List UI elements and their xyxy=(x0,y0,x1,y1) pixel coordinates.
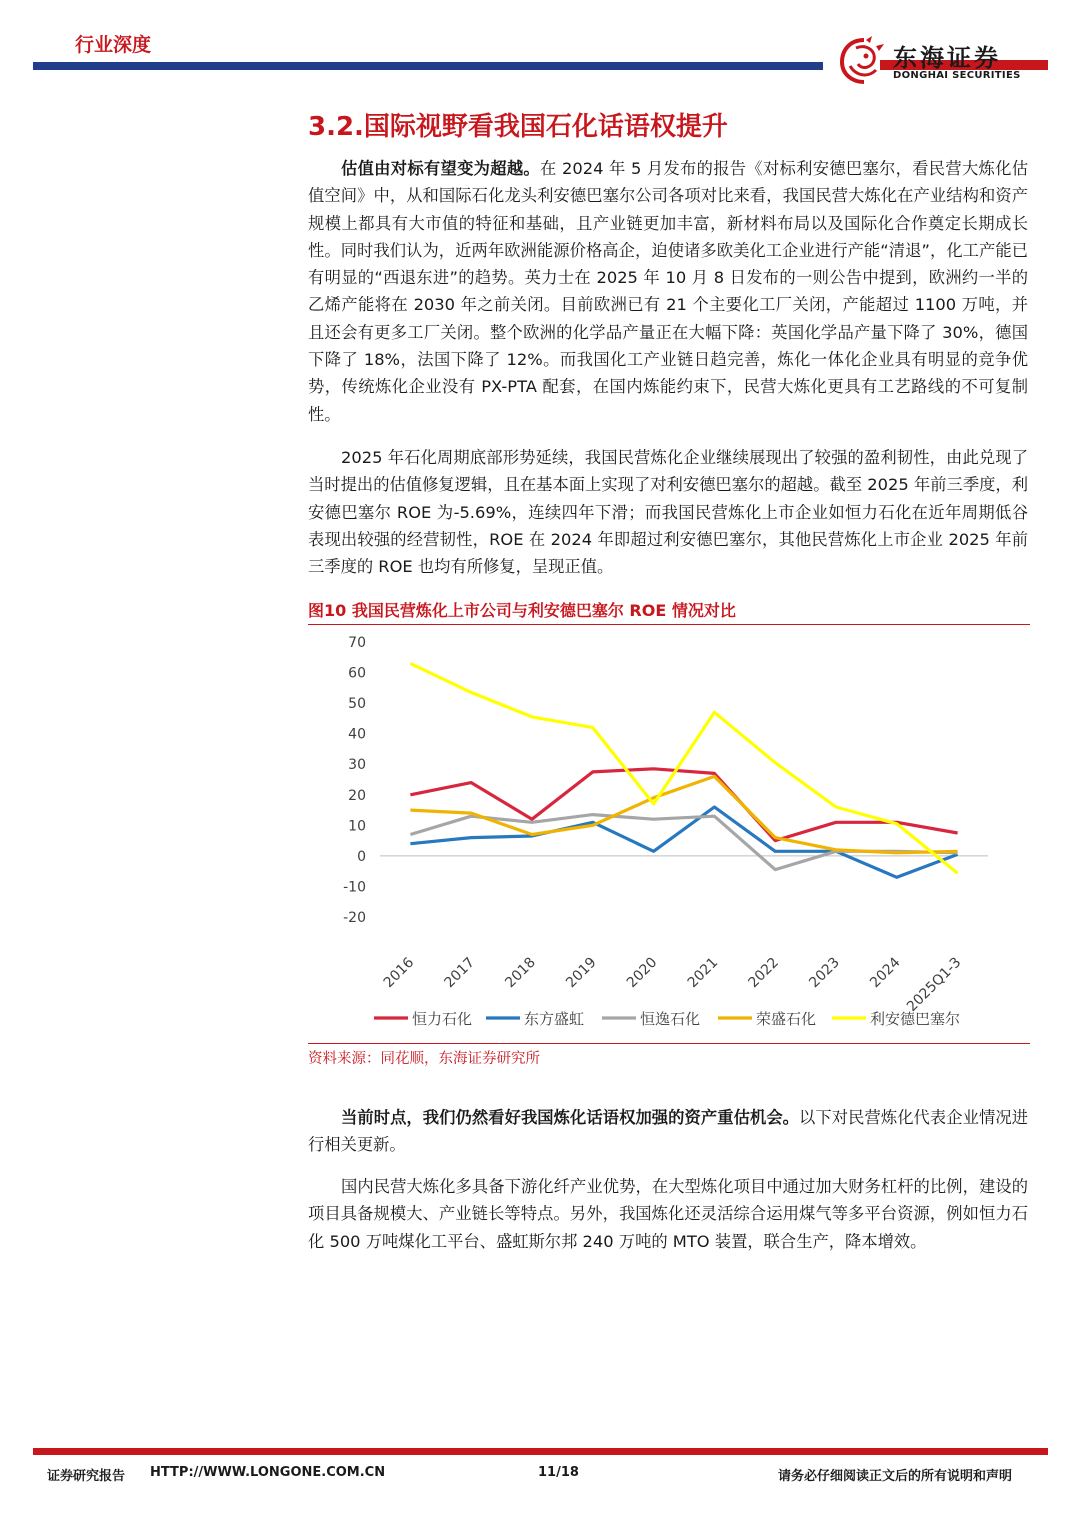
footer-page-number: 11/18 xyxy=(538,1465,579,1480)
brand-name-cn: 东海证券 xyxy=(893,44,1001,72)
footer-rule xyxy=(33,1448,1048,1455)
y-tick-label: 20 xyxy=(348,787,366,804)
paragraph-2-text: 2025 年石化周期底部形势延续，我国民营炼化企业继续展现出了较强的盈利韧性，由此兑现了当时提出的估值修复逻辑，且在基本面上实现了对利安德巴塞尔的超越。截至 2025 年前三季度，利安德巴塞尔 ROE 为-5.69%，连续四年下滑；而我国民营炼化上市企业如恒力石化在近年周期低谷表现出较强的经营韧性，ROE 在 2024 年即超过利安德巴塞尔，其他民营炼化上市企业 2025 年前三季度的 ROE 也均有所修复，呈现正值。 xyxy=(308,448,1028,577)
x-tick-label: 2016 xyxy=(380,954,418,992)
roe-line-chart xyxy=(308,628,1030,1042)
paragraph-3-lead: 当前时点，我们仍然看好我国炼化话语权加强的资产重估机会。 xyxy=(341,1108,800,1127)
legend-label: 东方盛虹 xyxy=(524,1010,585,1028)
footer-disclaimer: 请务必仔细阅读正文后的所有说明和声明 xyxy=(778,1469,1013,1484)
x-tick-label: 2024 xyxy=(867,954,904,992)
report-category: 行业深度 xyxy=(75,34,152,56)
x-tick-label: 2017 xyxy=(441,954,479,992)
dragon-logo-icon xyxy=(836,36,892,86)
paragraph-4-text: 国内民营大炼化多具备下游化纤产业优势，在大型炼化项目中通过加大财务杠杆的比例，建设的项目具备规模大、产业链长等特点。另外，我国炼化还灵活综合运用煤气等多平台资源，例如恒力石化 500 万吨煤化工平台、盛虹斯尔邦 240 万吨的 MTO 装置，联合生产，降本增效。 xyxy=(308,1177,1028,1251)
footer-website-link[interactable]: HTTP://WWW.LONGONE.COM.CN xyxy=(150,1465,386,1480)
legend-label: 荣盛石化 xyxy=(756,1010,817,1028)
x-tick-label: 2023 xyxy=(806,954,843,992)
footer-report-type: 证券研究报告 xyxy=(47,1469,126,1484)
paragraph-4 xyxy=(308,1173,1028,1255)
x-tick-label: 2019 xyxy=(563,954,600,992)
x-tick-label: 2021 xyxy=(684,954,722,992)
figure-source: 资料来源：同花顺，东海证券研究所 xyxy=(308,1051,540,1067)
y-tick-label: -10 xyxy=(343,879,366,896)
paragraph-1 xyxy=(308,155,1028,428)
y-tick-label: 60 xyxy=(348,665,366,682)
y-tick-label: 40 xyxy=(348,726,366,743)
paragraph-1-text: 在 2024 年 5 月发布的报告《对标利安德巴塞尔，看民营大炼化估值空间》中，从和国际石化龙头利安德巴塞尔公司各项对比来看，我国民营大炼化在产业结构和资产规模上都具有大市值的特征和基础，且产业链更加丰富，新材料布局以及国际化合作奠定长期成长性。同时我们认为，近两年欧洲能源价格高企，迫使诸多欧美化工企业进行产能“清退”，化工产能已有明显的“西退东进”的趋势。英力士在 2025 年 10 月 8 日发布的一则公告中提到，欧洲约一半的乙烯产能将在 2030 年之前关闭。目前欧洲已有 21 个主要化工厂关闭，产能超过 1100 万吨，并且还会有更多工厂关闭。整个欧洲的化学品产量正在大幅下降：英国化学品产量下降了 30%，德国下降了 18%，法国下降了 12%。而我国化工产业链日趋完善，炼化一体化企业具有明显的竞争优势，传统炼化企业没有 PX-PTA 配套，在国内炼能约束下，民营大炼化更具有工艺路线的不可复制性。 xyxy=(308,159,1028,424)
series-line xyxy=(410,776,957,852)
figure-top-rule xyxy=(308,624,1030,625)
brand-name-en: DONGHAI SECURITIES xyxy=(893,70,1021,81)
y-tick-label: 30 xyxy=(348,757,366,774)
y-tick-label: 70 xyxy=(348,635,366,651)
header-bar-blue xyxy=(33,62,823,70)
y-tick-label: -20 xyxy=(343,910,366,926)
paragraph-3-text: 以下对民营炼化代表企业情况进行相关更新。 xyxy=(308,1108,1028,1155)
section-title: 3.2.国际视野看我国石化话语权提升 xyxy=(308,112,728,142)
paragraph-3 xyxy=(308,1104,1028,1159)
x-tick-label: 2022 xyxy=(745,954,783,992)
y-tick-label: 10 xyxy=(348,818,366,835)
series-line xyxy=(410,663,957,873)
x-tick-label: 2020 xyxy=(623,954,661,992)
paragraph-1-lead: 估值由对标有望变为超越。 xyxy=(341,159,540,178)
x-tick-label: 2018 xyxy=(502,954,539,992)
y-tick-label: 50 xyxy=(348,696,366,713)
legend-label: 利安德巴塞尔 xyxy=(870,1010,961,1028)
figure-title: 图10 我国民营炼化上市公司与利安德巴塞尔 ROE 情况对比 xyxy=(308,601,736,620)
x-tick-label: 2025Q1-3 xyxy=(903,954,965,1015)
legend-label: 恒逸石化 xyxy=(640,1010,701,1028)
figure-bottom-rule xyxy=(308,1043,1030,1044)
paragraph-2 xyxy=(308,444,1028,580)
legend-label: 恒力石化 xyxy=(412,1010,473,1028)
y-tick-label: 0 xyxy=(357,848,366,865)
